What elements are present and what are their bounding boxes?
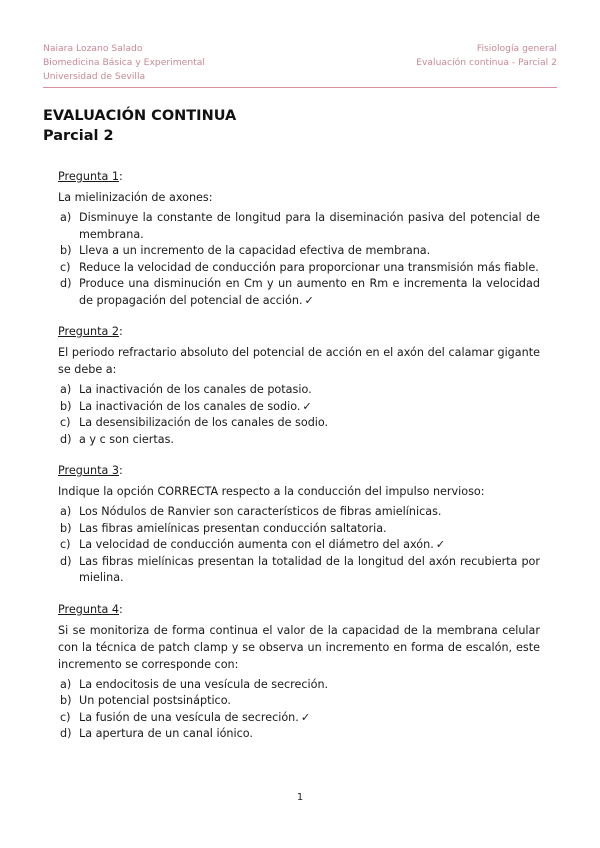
- question-block: [58, 462, 540, 587]
- header-exam: Evaluación continua - Parcial 2: [416, 57, 557, 68]
- question-colon: :: [119, 325, 123, 338]
- answer-option: [58, 521, 540, 538]
- question-text: Indique la opción CORRECTA respecto a la conducción del impulso nervioso:: [58, 485, 485, 498]
- page-title: EVALUACIÓN CONTINUA: [43, 108, 237, 124]
- option-letter: a): [60, 383, 72, 396]
- option-letter: c): [60, 710, 71, 724]
- option-text: La desensibilización de los canales de sodio.: [79, 416, 329, 429]
- question-number: Pregunta 3: [58, 464, 119, 477]
- question-list: [58, 168, 540, 757]
- option-letter: b): [60, 244, 72, 257]
- option-text: Produce una disminución en Cm y un aumento en Rm e incrementa la velocidad de propagación del potencial de acción.: [79, 277, 540, 307]
- option-letter: c): [60, 416, 71, 429]
- page-subtitle: Parcial 2: [43, 128, 114, 144]
- answer-option: [58, 554, 540, 587]
- question-block: [58, 601, 540, 743]
- option-text: Reduce la velocidad de conducción para proporcionar una transmisión más fiable.: [79, 260, 539, 274]
- answer-option: [58, 399, 540, 416]
- question-number: Pregunta 1: [58, 170, 119, 183]
- title-block: [43, 106, 236, 146]
- header-subject: Fisiología general: [476, 43, 557, 54]
- option-list: [58, 382, 540, 448]
- option-letter: b): [60, 694, 72, 707]
- option-letter: d): [60, 727, 72, 740]
- answer-option: [58, 677, 540, 694]
- question-text: La mielinización de axones:: [58, 191, 213, 204]
- answer-option: [58, 260, 540, 277]
- option-text: La velocidad de conducción aumenta con el diámetro del axón.: [79, 538, 434, 551]
- option-text: La inactivación de los canales de sodio.: [79, 399, 301, 413]
- answer-option: [58, 726, 540, 743]
- option-list: [58, 210, 540, 309]
- option-letter: a): [60, 677, 72, 691]
- option-list: [58, 504, 540, 587]
- option-text: Lleva a un incremento de la capacidad efectiva de membrana.: [79, 244, 431, 257]
- answer-option: [58, 504, 540, 521]
- question-text: Si se monitoriza de forma continua el valor de la capacidad de la membrana celular con la técnica de patch clamp y se observa un incremento en forma de escalón, este incremento se corresponde con:: [58, 623, 540, 671]
- header-degree: Biomedicina Básica y Experimental: [43, 57, 205, 68]
- option-text: La apertura de un canal iónico.: [79, 727, 253, 740]
- option-letter: c): [60, 260, 71, 274]
- header-left: [43, 42, 205, 84]
- answer-option: [58, 693, 540, 710]
- option-text: Las fibras mielínicas presentan la totalidad de la longitud del axón recubierta por mielina.: [79, 554, 540, 584]
- answer-option: [58, 710, 540, 727]
- option-text: a y c son ciertas.: [79, 432, 174, 446]
- question-label: [58, 168, 540, 185]
- option-text: La endocitosis de una vesícula de secreción.: [79, 677, 329, 691]
- option-text: Las fibras amielínicas presentan conducción saltatoria.: [79, 521, 387, 535]
- answer-option: [58, 432, 540, 449]
- option-letter: a): [60, 211, 72, 224]
- question-colon: :: [119, 170, 123, 183]
- option-letter: d): [60, 432, 72, 446]
- question-block: [58, 168, 540, 309]
- header-author: Naiara Lozano Salado: [43, 43, 143, 54]
- option-letter: b): [60, 399, 72, 413]
- answer-option: [58, 415, 540, 432]
- option-text: Disminuye la constante de longitud para la diseminación pasiva del potencial de membrana.: [79, 211, 540, 241]
- question-block: [58, 323, 540, 448]
- option-text: Un potencial postsináptico.: [79, 694, 231, 707]
- correct-check-icon: ✓: [435, 538, 446, 551]
- option-letter: c): [60, 538, 71, 551]
- option-text: La fusión de una vesícula de secreción.: [79, 710, 299, 724]
- question-text: El periodo refractario absoluto del potencial de acción en el axón del calamar gigante se debe a:: [58, 346, 540, 376]
- question-number: Pregunta 4: [58, 602, 119, 616]
- question-colon: :: [119, 602, 123, 616]
- correct-check-icon: ✓: [304, 293, 314, 307]
- question-label: [58, 601, 540, 618]
- option-text: La inactivación de los canales de potasio.: [79, 383, 312, 396]
- page-header: [43, 42, 557, 88]
- answer-option: [58, 382, 540, 399]
- question-colon: :: [119, 464, 123, 477]
- question-label: [58, 323, 540, 340]
- option-text: Los Nódulos de Ranvier son característicos de fibras amielínicas.: [79, 505, 442, 518]
- option-letter: d): [60, 554, 72, 568]
- option-letter: b): [60, 521, 72, 535]
- correct-check-icon: ✓: [302, 399, 312, 413]
- question-number: Pregunta 2: [58, 325, 119, 338]
- correct-check-icon: ✓: [300, 710, 311, 724]
- option-letter: a): [60, 505, 72, 518]
- header-university: Universidad de Sevilla: [43, 71, 146, 82]
- answer-option: [58, 276, 540, 309]
- answer-option: [58, 537, 540, 554]
- answer-option: [58, 243, 540, 260]
- header-right: [416, 42, 557, 70]
- page-number: 1: [296, 792, 304, 803]
- question-label: [58, 462, 540, 479]
- option-list: [58, 677, 540, 743]
- answer-option: [58, 210, 540, 243]
- option-letter: d): [60, 277, 72, 290]
